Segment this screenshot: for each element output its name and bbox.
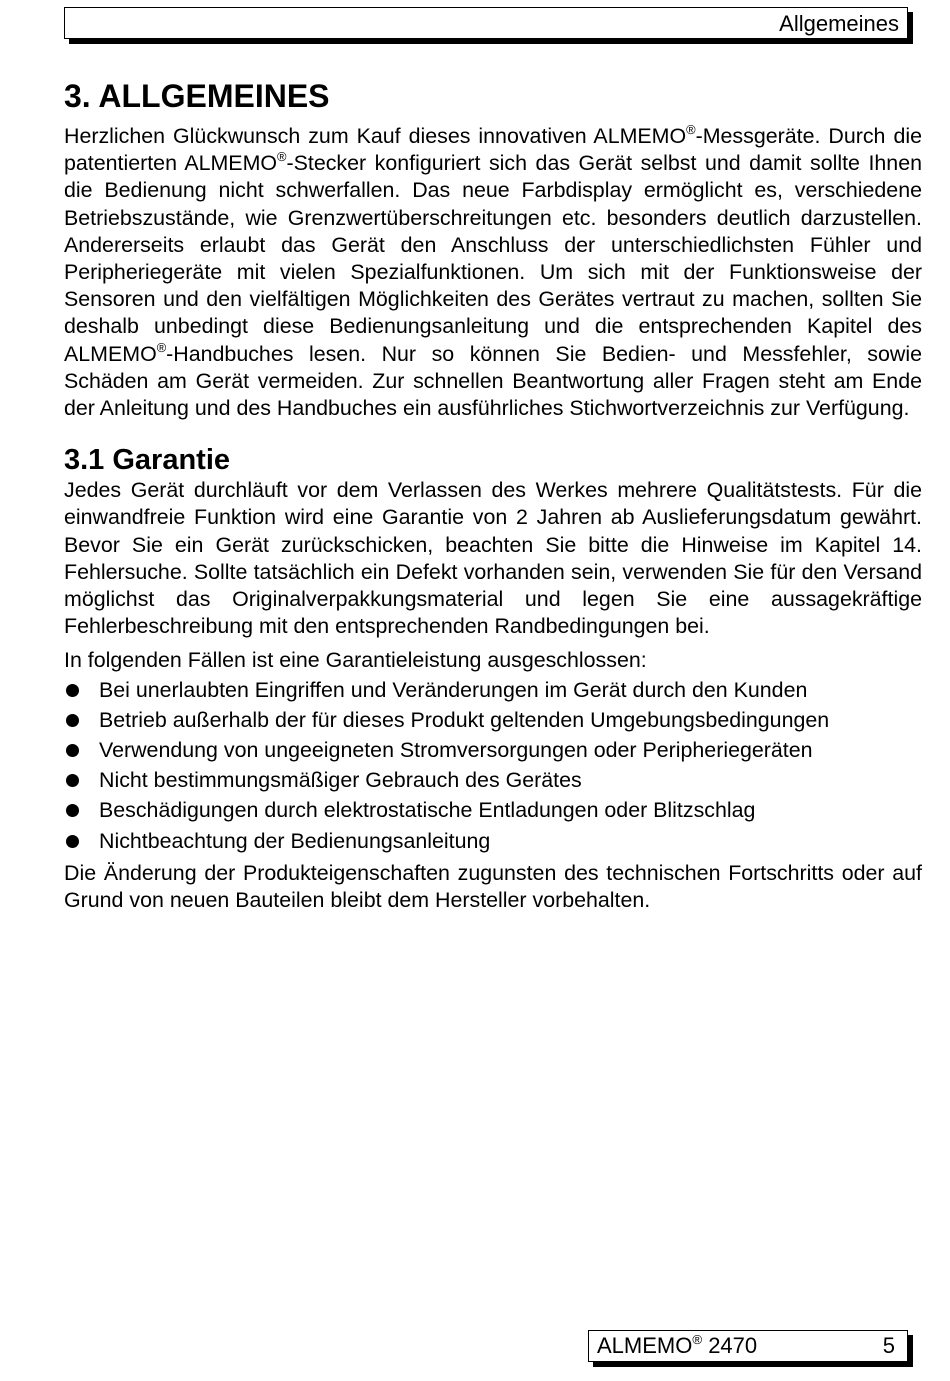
- footer-model: 2470: [702, 1333, 758, 1358]
- warranty-heading: 3.1 Garantie: [64, 444, 231, 477]
- list-item: [64, 767, 922, 794]
- bullet-icon: [66, 744, 79, 757]
- list-item-text: Nicht bestimmungsmäßiger Gebrauch des Gerätes: [99, 768, 582, 793]
- intro-text-1: Herzlichen Glückwunsch zum Kauf dieses innovativen ALMEMO: [64, 124, 687, 148]
- intro-text-3: -Stecker konfiguriert sich das Gerät selbst und damit sollte Ihnen die Bedienung nicht schwerfallen. Das neue Farbdisplay ermöglicht es, verschiedene Betriebszustände, wie Grenzwertüberschreitungen etc. besonders deutlich darzustellen. Andererseits erlaubt das Gerät den Anschluss der unterschiedlichsten Fühler und Peripheriegeräte mit vielen Spezialfunktionen. Um sich mit der Funktionsweise der Sensoren und den vielfältigen Möglichkeiten des Gerätes vertraut zu machen, sollten Sie deshalb unbedingt diese Bedienungsanleitung und die entsprechenden Kapitel des ALMEMO: [64, 151, 922, 366]
- list-item-text: Verwendung von ungeeigneten Stromversorgungen oder Peripheriegeräten: [99, 738, 813, 763]
- bullet-icon: [66, 714, 79, 727]
- list-item: [64, 707, 922, 734]
- list-item-text: Betrieb außerhalb der für dieses Produkt geltenden Umgebungsbedingungen: [99, 707, 830, 732]
- registered-mark: ®: [686, 122, 696, 138]
- exclusions-list: [64, 677, 922, 855]
- footer-product-name: [597, 1331, 757, 1361]
- list-item-text: Nichtbeachtung der Bedienungsanleitung: [99, 828, 491, 853]
- list-item-text: Beschädigungen durch elektrostatische Entladungen oder Blitzschlag: [99, 798, 756, 823]
- warranty-paragraph: Jedes Gerät durchläuft vor dem Verlassen des Werkes mehrere Qualitätstests. Für die einwandfreie Funktion wird eine Garantie von 2 Jahren ab Auslieferungsdatum gewährt. Bevor Sie ein Gerät zurückschicken, beachten Sie bitte die Hinweise im Kapitel 14. Fehlersuche. Sollte tatsächlich ein Defekt vorhanden sein, verwenden Sie für den Versand möglichst das Originalverpakkungsmaterial und legen Sie eine aussagekräftige Fehlerbeschreibung mit den entsprechenden Randbedingungen bei.: [64, 478, 922, 639]
- registered-mark: ®: [156, 339, 167, 355]
- list-item-text: Bei unerlaubten Eingriffen und Veränderungen im Gerät durch den Kunden: [99, 677, 808, 702]
- footer-product: ALMEMO: [597, 1333, 693, 1358]
- page-header: [64, 7, 908, 39]
- chapter-heading: 3. ALLGEMEINES: [64, 78, 330, 114]
- bullet-icon: [66, 684, 79, 697]
- bullet-icon: [66, 804, 79, 817]
- list-item: [64, 677, 922, 704]
- bullet-icon: [66, 835, 79, 848]
- registered-mark: ®: [277, 149, 287, 165]
- intro-text-4: -Handbuches lesen. Nur so können Sie Bedien- und Messfehler, sowie Schäden am Gerät vermeiden. Zur schnellen Beantwortung aller Fragen steht am Ende der Anleitung und des Handbuches ein ausführliches Stichwortverzeichnis zur Verfügung.: [64, 341, 922, 421]
- list-item: [64, 828, 922, 855]
- list-item: [64, 797, 922, 824]
- page-content: [64, 70, 922, 914]
- registered-mark: ®: [692, 1331, 703, 1347]
- header-section-title: Allgemeines: [779, 11, 899, 36]
- page-number: 5: [882, 1333, 895, 1358]
- intro-paragraph: [64, 123, 922, 422]
- page-footer: [588, 1330, 908, 1362]
- intro-text-2: -Messgeräte. Durch die patentierten ALMEMO: [64, 124, 922, 176]
- exclusions-intro: In folgenden Fällen ist eine Garantieleistung ausgeschlossen:: [64, 648, 647, 673]
- list-item: [64, 737, 922, 764]
- closing-paragraph: Die Änderung der Produkteigenschaften zugunsten des technischen Fortschritts oder auf Grund von neuen Bauteilen bleibt dem Hersteller vorbehalten.: [64, 860, 922, 913]
- bullet-icon: [66, 774, 79, 787]
